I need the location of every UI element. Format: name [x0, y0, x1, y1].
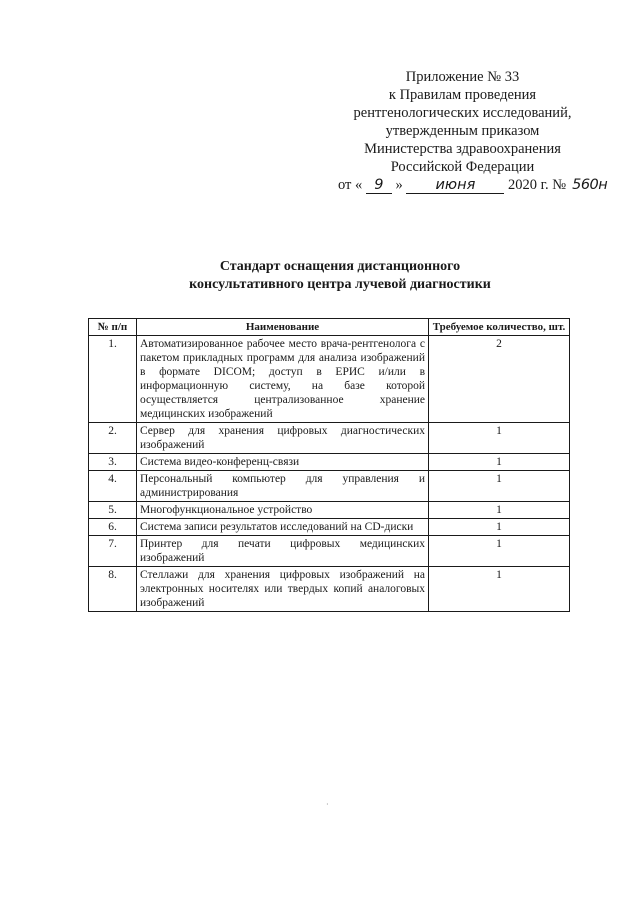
row-name: Сервер для хранения цифровых диагностических изображений [137, 423, 429, 454]
appendix-line: Приложение № 33 [405, 69, 520, 85]
row-num: 7. [89, 536, 137, 567]
table-row [89, 336, 570, 423]
row-num: 4. [89, 471, 137, 502]
title-line-1: Стандарт оснащения дистанционного [219, 259, 461, 274]
table-row [89, 471, 570, 502]
header-qty: Требуемое количество, шт. [429, 319, 570, 336]
row-name: Система видео-конференц-связи [137, 454, 429, 471]
table-header-row [89, 319, 570, 336]
row-num: 6. [89, 519, 137, 536]
row-name: Автоматизированное рабочее место врача-рентгенолога с пакетом прикладных программ для анализа изображений в формате DICOM; доступ в ЕРИС и/или в информационную систему, на базе которой осуществляется централизованное хранение медицинских изображений [137, 336, 429, 423]
date-prefix: от « [338, 177, 363, 193]
header-name: Наименование [137, 319, 429, 336]
row-name: Система записи результатов исследований на CD-диски [137, 519, 429, 536]
date-day-handwritten: 9 [366, 178, 392, 194]
row-num: 8. [89, 567, 137, 612]
table-row [89, 454, 570, 471]
date-year: 2020 г. № [508, 177, 567, 193]
row-qty: 1 [429, 471, 570, 502]
row-qty: 2 [429, 336, 570, 423]
row-qty: 1 [429, 423, 570, 454]
title-line-2: консультативного центра лучевой диагностики [189, 277, 491, 292]
table-row [89, 519, 570, 536]
table-row [89, 502, 570, 519]
row-name: Принтер для печати цифровых медицинских изображений [137, 536, 429, 567]
appendix-line: к Правилам проведения [388, 87, 537, 103]
order-date-line [330, 176, 608, 194]
table-row [89, 536, 570, 567]
appendix-line: рентгенологических исследований, [353, 105, 572, 121]
appendix-line: утвержденным приказом [385, 123, 540, 139]
row-num: 3. [89, 454, 137, 471]
row-name: Стеллажи для хранения цифровых изображений на электронных носителях или твердых копий аналоговых изображений [137, 567, 429, 612]
row-name: Персональный компьютер для управления и администрирования [137, 471, 429, 502]
row-num: 5. [89, 502, 137, 519]
header-num: № п/п [89, 319, 137, 336]
document-title [100, 258, 580, 294]
appendix-header [330, 68, 608, 194]
order-number-handwritten: 560н [572, 177, 608, 193]
row-name: Многофункциональное устройство [137, 502, 429, 519]
row-qty: 1 [429, 567, 570, 612]
row-num: 2. [89, 423, 137, 454]
row-qty: 1 [429, 536, 570, 567]
row-qty: 1 [429, 502, 570, 519]
appendix-line: Министерства здравоохранения [364, 141, 561, 157]
date-mid: » [395, 177, 403, 193]
appendix-line: Российской Федерации [390, 159, 535, 175]
row-qty: 1 [429, 454, 570, 471]
row-qty: 1 [429, 519, 570, 536]
date-month-handwritten: июня [406, 178, 504, 194]
row-num: 1. [89, 336, 137, 423]
equipment-table [88, 318, 570, 612]
scan-speck: · [326, 800, 329, 809]
table-row [89, 423, 570, 454]
table-row [89, 567, 570, 612]
